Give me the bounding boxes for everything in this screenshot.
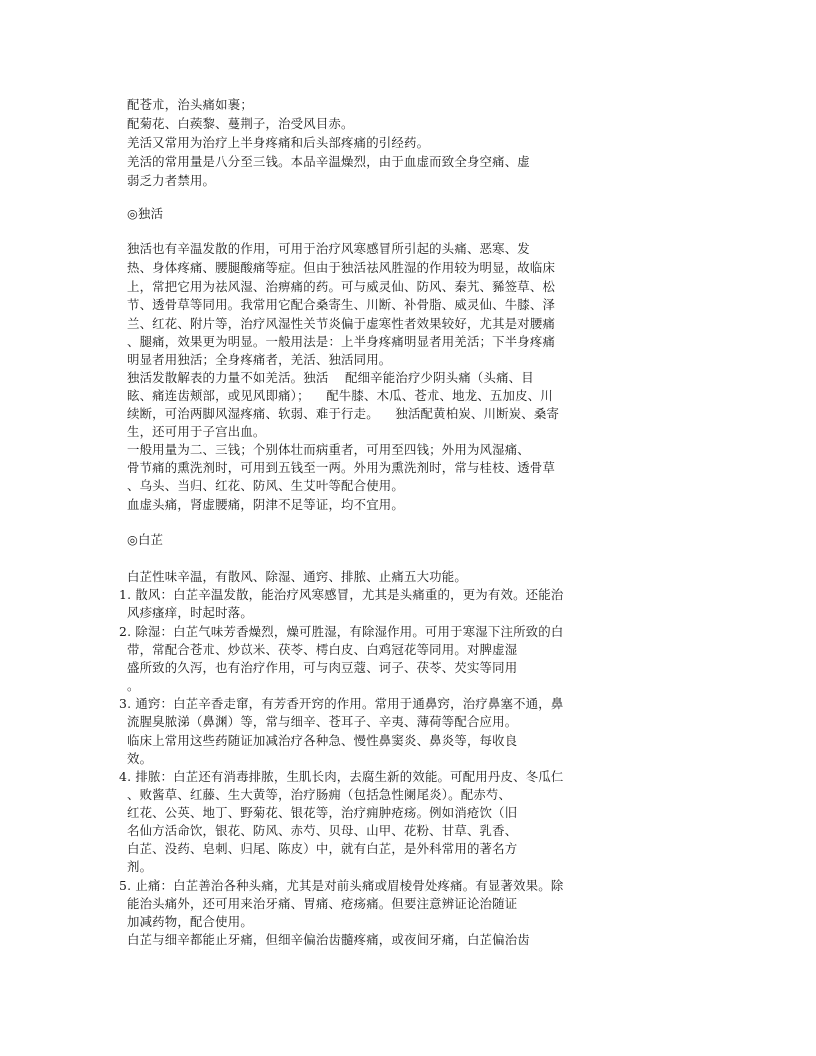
text-line: 羌活的常用量是八分至三钱。本品辛温燥烈，由于血虚而致全身空痛、虚 xyxy=(127,154,530,169)
text-line: 血虚头痛，肾虚腰痛，阴津不足等证，均不宜用。 xyxy=(127,497,404,512)
list-item-3: 3. 通窍：白芷辛香走窜，有芳香开窍的作用。常用于通鼻窍，治疗鼻塞不通，鼻 xyxy=(119,696,564,711)
text-line: 羌活又常用为治疗上半身疼痛和后头部疼痛的引经药。 xyxy=(127,135,430,150)
text-line: 白芷与细辛都能止牙痛，但细辛偏治齿髓疼痛，或夜间牙痛，白芷偏治齿 xyxy=(127,932,530,947)
text-line: 加减药物，配合使用。 xyxy=(127,914,253,929)
text-line: 临床上常用这些药随证加减治疗各种急、慢性鼻窦炎、鼻炎等，每收良 xyxy=(127,733,518,748)
text-line: 骨节痛的熏洗剂时，可用到五钱至一两。外用为熏洗剂时，常与桂枝、透骨草 xyxy=(127,460,556,475)
text-line: 盛所致的久泻，也有治疗作用，可与肉豆蔻、诃子、茯苓、芡实等同用 xyxy=(127,660,518,675)
text-line: 一般用量为二、三钱；个别体壮而病重者，可用至四钱；外用为风湿痛、 xyxy=(127,442,530,457)
text-line: 白芷性味辛温，有散风、除湿、通窍、排脓、止痛五大功能。 xyxy=(127,569,467,584)
text-line: 剂。 xyxy=(127,859,153,874)
text-line: 、败酱草、红藤、生大黄等，治疗肠痈（包括急性阑尾炎）。配赤芍、 xyxy=(127,787,512,802)
text-line: 配菊花、白蒺黎、蔓荆子，治受风目赤。 xyxy=(127,116,354,131)
list-item-4: 4. 排脓：白芷还有消毒排脓，生肌长肉，去腐生新的效能。可配用丹皮、冬瓜仁 xyxy=(119,769,564,784)
list-item-5: 5. 止痛：白芷善治各种头痛，尤其是对前头痛或眉棱骨处疼痛。有显著效果。除 xyxy=(119,878,564,893)
text-line: 独活也有辛温发散的作用，可用于治疗风寒感冒所引起的头痛、恶寒、发 xyxy=(127,241,530,256)
text-line: 弱乏力者禁用。 xyxy=(127,173,216,188)
text-line: 节、透骨草等同用。我常用它配合桑寄生、川断、补骨脂、威灵仙、牛膝、泽 xyxy=(127,297,556,312)
text-line: 风疹瘙痒，时起时落。 xyxy=(127,605,253,620)
text-line: 热、身体疼痛、腰腿酸痛等症。但由于独活祛风胜湿的作用较为明显，故临床 xyxy=(127,260,556,275)
text-line: 生，还可用于子宫出血。 xyxy=(127,424,266,439)
text-line: 名仙方活命饮，银花、防风、赤芍、贝母、山甲、花粉、甘草、乳香、 xyxy=(127,823,518,838)
text-line: 兰、红花、附片等，治疗风湿性关节炎偏于虚寒性者效果较好，尤其是对腰痛 xyxy=(127,316,556,331)
text-line: 、腿痛，效果更为明显。一般用法是：上半身疼痛明显者用羌活；下半身疼痛 xyxy=(127,334,556,349)
text-line: 配苍朮，治头痛如裹； xyxy=(127,97,253,112)
text-line: 流腥臭脓涕（鼻渊）等，常与细辛、苍耳子、辛夷、薄荷等配合应用。 xyxy=(127,714,518,729)
section-heading-baizhi: ◎白芷 xyxy=(127,532,164,547)
text-line: 。 xyxy=(127,678,140,693)
list-item-1: 1. 散风：白芷辛温发散，能治疗风寒感冒，尤其是头痛重的，更为有效。还能治 xyxy=(119,587,564,602)
text-line: 独活发散解表的力量不如羌活。独活 配细辛能治疗少阴头痛（头痛、目 xyxy=(127,370,534,385)
text-line: 续断，可治两脚风湿疼痛、软弱、难于行走。 独活配黄柏炭、川断炭、桑寄 xyxy=(127,406,560,421)
text-line: 效。 xyxy=(127,751,153,766)
section-heading-duhuo: ◎独活 xyxy=(127,206,164,221)
text-line: 明显者用独活；全身疼痛者，羌活、独活同用。 xyxy=(127,352,392,367)
text-line: 能治头痛外，还可用来治牙痛、胃痛、疮疡痛。但要注意辨证论治随证 xyxy=(127,896,518,911)
list-item-2: 2. 除湿：白芷气味芳香燥烈，燥可胜湿，有除湿作用。可用于寒湿下注所致的白 xyxy=(119,624,564,639)
text-line: 带，常配合苍朮、炒苡米、茯苓、樗白皮、白鸡冠花等同用。对脾虚湿 xyxy=(127,642,518,657)
text-line: 红花、公英、地丁、野菊花、银花等，治疗痈肿疮疡。例如消疮饮（旧 xyxy=(127,805,518,820)
text-line: 上，常把它用为祛风湿、治痹痛的药。可与威灵仙、防风、秦艽、豨签草、松 xyxy=(127,279,556,294)
text-line: 白芷、没药、皂刺、归尾、陈皮）中，就有白芷，是外科常用的著名方 xyxy=(127,841,518,856)
text-line: 、乌头、当归、红花、防风、生艾叶等配合使用。 xyxy=(127,478,404,493)
text-line: 眩、痛连齿颊部，或见风即痛）； 配牛膝、木瓜、苍朮、地龙、五加皮、川 xyxy=(127,388,553,403)
